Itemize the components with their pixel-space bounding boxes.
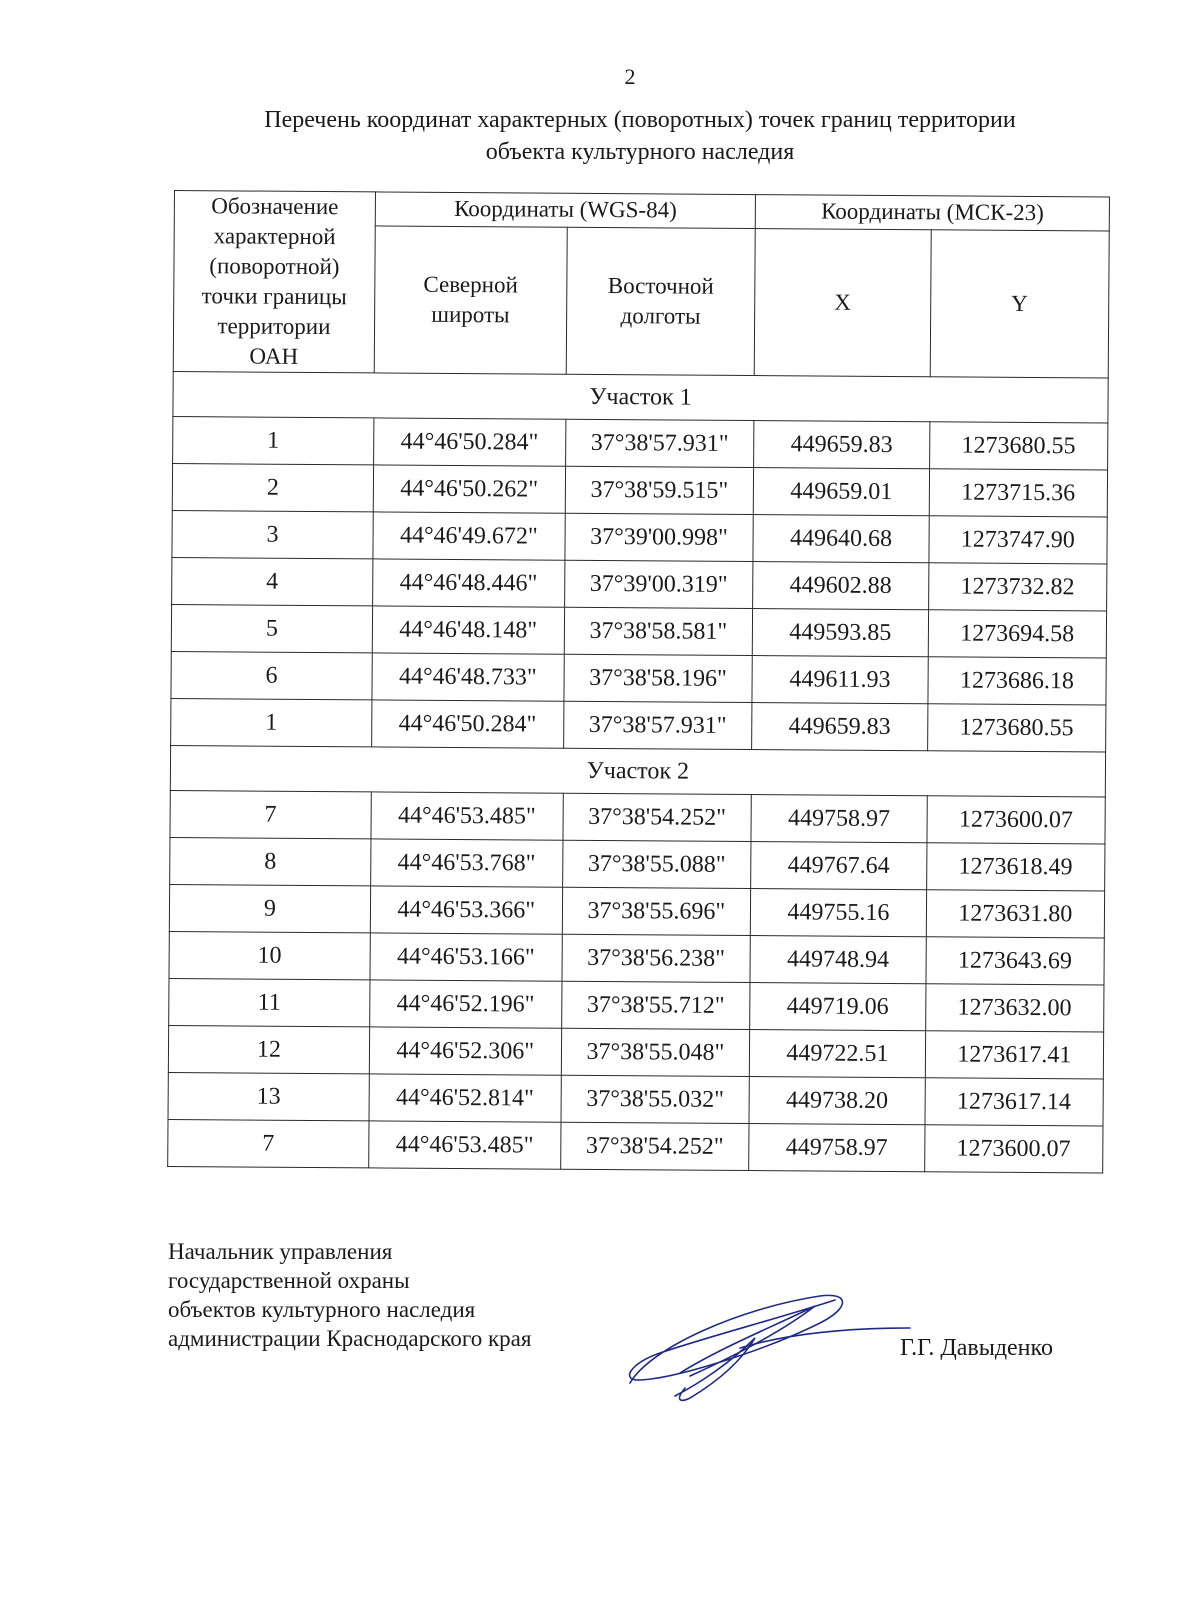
point-cell: 5 [171, 604, 372, 652]
y-cell: 1273747.90 [928, 516, 1107, 564]
latitude-cell: 44°46'53.485" [369, 1121, 561, 1169]
section-row [173, 371, 1108, 423]
title-line-2: объекта культурного наследия [485, 139, 795, 165]
x-cell: 449758.97 [749, 1124, 925, 1172]
position-line: администрации Краснодарского края [168, 1326, 532, 1351]
point-cell: 13 [168, 1072, 369, 1120]
x-cell: 449659.83 [752, 703, 928, 751]
x-cell: 449602.88 [753, 562, 929, 610]
latitude-cell: 44°46'50.262" [373, 465, 565, 513]
table-row [170, 837, 1105, 891]
latitude-cell: 44°46'50.284" [374, 418, 566, 466]
x-cell: 449593.85 [753, 609, 929, 657]
y-cell: 1273618.49 [926, 843, 1105, 891]
y-cell: 1273694.58 [928, 610, 1107, 658]
position-line: государственной охраны [168, 1268, 410, 1293]
document-title [150, 104, 1130, 168]
table-row [168, 1119, 1103, 1173]
table-row [172, 510, 1107, 564]
coordinates-table [167, 190, 1110, 1174]
table-row [169, 978, 1104, 1032]
longitude-cell: 37°38'55.032" [561, 1075, 750, 1123]
table-row [172, 463, 1107, 517]
x-cell: 449719.06 [750, 983, 926, 1031]
latitude-cell: 44°46'50.284" [372, 700, 564, 748]
y-cell: 1273715.36 [929, 469, 1108, 517]
header-north-latitude: Северной широты [374, 226, 567, 374]
point-cell: 8 [170, 837, 371, 885]
header-msk-group: Координаты (МСК-23) [756, 195, 1110, 231]
table-row [169, 884, 1104, 938]
point-cell: 7 [168, 1119, 369, 1167]
table-row [171, 698, 1106, 752]
point-cell: 6 [171, 651, 372, 699]
latitude-cell: 44°46'52.306" [369, 1027, 561, 1075]
point-cell: 1 [173, 416, 374, 464]
latitude-cell: 44°46'53.768" [371, 839, 563, 887]
x-cell: 449722.51 [750, 1030, 926, 1078]
longitude-cell: 37°38'56.238" [562, 934, 751, 982]
latitude-cell: 44°46'53.166" [370, 933, 562, 981]
header-y: Y [930, 230, 1109, 378]
x-cell: 449758.97 [751, 795, 927, 843]
x-cell: 449748.94 [750, 936, 926, 984]
latitude-cell: 44°46'52.196" [370, 980, 562, 1028]
y-cell: 1273732.82 [928, 563, 1107, 611]
handwritten-signature [620, 1288, 920, 1408]
point-cell: 3 [172, 510, 373, 558]
latitude-cell: 44°46'48.733" [372, 653, 564, 701]
longitude-cell: 37°38'54.252" [560, 1122, 749, 1170]
x-cell: 449767.64 [751, 842, 927, 890]
section-title: Участок 1 [173, 371, 1108, 423]
longitude-cell: 37°38'57.931" [565, 419, 754, 467]
y-cell: 1273617.14 [925, 1078, 1104, 1126]
point-cell: 1 [171, 698, 372, 746]
latitude-cell: 44°46'53.485" [371, 792, 563, 840]
header-x: X [754, 228, 930, 376]
y-cell: 1273686.18 [927, 657, 1106, 705]
y-cell: 1273680.55 [927, 704, 1106, 752]
latitude-cell: 44°46'53.366" [370, 886, 562, 934]
x-cell: 449738.20 [749, 1077, 925, 1125]
y-cell: 1273617.41 [925, 1031, 1104, 1079]
longitude-cell: 37°39'00.998" [565, 513, 754, 561]
latitude-cell: 44°46'52.814" [369, 1074, 561, 1122]
y-cell: 1273631.80 [926, 890, 1105, 938]
title-line-1: Перечень координат характерных (поворотных) точек границ территории [264, 107, 1016, 133]
y-cell: 1273600.07 [927, 796, 1106, 844]
table-row [168, 1072, 1103, 1126]
latitude-cell: 44°46'48.446" [373, 559, 565, 607]
x-cell: 449659.01 [754, 468, 930, 516]
table-row [168, 1025, 1103, 1079]
y-cell: 1273632.00 [925, 984, 1104, 1032]
table-row [171, 604, 1106, 658]
latitude-cell: 44°46'48.148" [372, 606, 564, 654]
table-body [168, 371, 1109, 1173]
table-row [172, 557, 1107, 611]
table-row [170, 790, 1105, 844]
longitude-cell: 37°38'54.252" [563, 793, 752, 841]
longitude-cell: 37°38'55.696" [562, 887, 751, 935]
y-cell: 1273600.07 [924, 1125, 1103, 1173]
x-cell: 449755.16 [751, 889, 927, 937]
position-line: Начальник управления [168, 1239, 393, 1264]
table-row [169, 931, 1104, 985]
point-cell: 4 [172, 557, 373, 605]
point-cell: 11 [169, 978, 370, 1026]
table-row [171, 651, 1106, 705]
latitude-cell: 44°46'49.672" [373, 512, 565, 560]
header-east-longitude: Восточной долготы [566, 227, 756, 375]
x-cell: 449611.93 [752, 656, 928, 704]
longitude-cell: 37°38'55.088" [562, 840, 751, 888]
point-cell: 9 [169, 884, 370, 932]
longitude-cell: 37°38'57.931" [563, 701, 752, 749]
point-cell: 7 [170, 790, 371, 838]
point-cell: 12 [168, 1025, 369, 1073]
point-cell: 2 [172, 463, 373, 511]
page-number: 2 [624, 64, 636, 89]
longitude-cell: 37°38'58.581" [564, 607, 753, 655]
longitude-cell: 37°38'58.196" [564, 654, 753, 702]
longitude-cell: 37°38'55.712" [561, 981, 750, 1029]
longitude-cell: 37°39'00.319" [564, 560, 753, 608]
point-cell: 10 [169, 931, 370, 979]
x-cell: 449640.68 [753, 515, 929, 563]
signature-position [168, 1237, 531, 1353]
table-row [173, 416, 1108, 470]
longitude-cell: 37°38'55.048" [561, 1028, 750, 1076]
section-row [170, 745, 1105, 797]
longitude-cell: 37°38'59.515" [565, 466, 754, 514]
position-line: объектов культурного наследия [168, 1297, 476, 1322]
x-cell: 449659.83 [754, 421, 930, 469]
signer-name: Г.Г. Давыденко [900, 1335, 1053, 1361]
header-wgs-group: Координаты (WGS-84) [375, 192, 756, 229]
y-cell: 1273643.69 [926, 937, 1105, 985]
section-title: Участок 2 [170, 745, 1105, 797]
header-designation: Обозначение характерной (поворотной) точки границы территории ОАН [173, 191, 375, 373]
y-cell: 1273680.55 [929, 422, 1108, 470]
